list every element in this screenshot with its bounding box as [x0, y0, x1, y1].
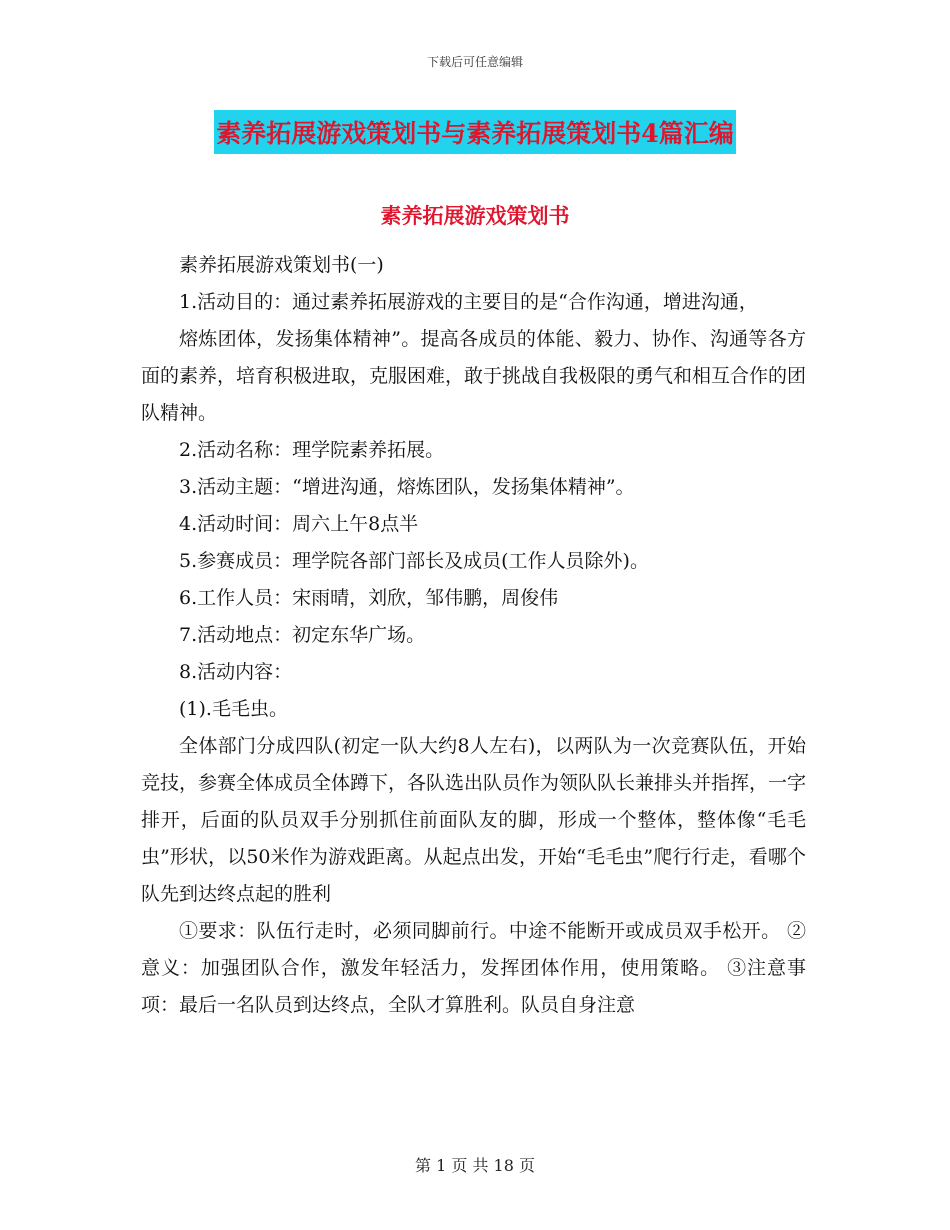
paragraph-activity-time: 4.活动时间：周六上午8点半: [179, 513, 419, 535]
paragraph-activity-name: 2.活动名称：理学院素养拓展。: [179, 439, 445, 461]
paragraph-activity-purpose: 1.活动目的：通过素养拓展游戏的主要目的是“合作沟通，增进沟通，: [179, 291, 758, 313]
paragraph-subtitle: 素养拓展游戏策划书(一): [179, 254, 384, 276]
paragraph-activity-theme: 3.活动主题：“增进沟通，熔炼团队，发扬集体精神”。: [179, 476, 635, 498]
document-title: 素养拓展游戏策划书与素养拓展策划书4篇汇编: [214, 110, 735, 154]
page-footer-pagination: 第 1 页 共 18 页: [415, 1156, 535, 1175]
paragraph-location: 7.活动地点：初定东华广场。: [179, 624, 426, 646]
section-title: 素养拓展游戏策划书: [380, 203, 570, 228]
paragraph-caterpillar-notes: ①要求：队伍行走时，必须同脚前行。中途不能断开或成员双手松开。 ②意义：加强团队合作，激发年轻活力，发挥团体作用，使用策略。 ③注意事项：最后一名队员到达终点，全队才算胜利。队员自身注意: [141, 920, 806, 1016]
paragraph-content-heading: 8.活动内容：: [179, 661, 293, 683]
paragraph-purpose-detail: 熔炼团体，发扬集体精神”。提高各成员的体能、毅力、协作、沟通等各方面的素养，培育积极进取，克服困难，敢于挑战自我极限的勇气和相互合作的团队精神。: [141, 328, 807, 424]
paragraph-participants: 5.参赛成员：理学院各部门部长及成员(工作人员除外)。: [179, 550, 649, 572]
paragraph-staff: 6.工作人员：宋雨晴，刘欣，邹伟鹏，周俊伟: [179, 587, 559, 609]
document-title-container: [0, 110, 950, 154]
paragraph-caterpillar-rules: 全体部门分成四队(初定一队大约8人左右)，以两队为一次竞赛队伍，开始竞技，参赛全体成员全体蹲下，各队选出队员作为领队队长兼排头并指挥，一字排开，后面的队员双手分别抓住前面队友的脚，形成一个整体，整体像“毛毛虫”形状，以50米作为游戏距离。从起点出发，开始“毛毛虫”爬行行走，看哪个队先到达终点起的胜利: [141, 735, 807, 905]
document-body: [141, 247, 806, 1024]
paragraph-caterpillar-heading: (1).毛毛虫。: [179, 698, 288, 720]
page-header-note: 下载后可任意编辑: [426, 55, 523, 69]
